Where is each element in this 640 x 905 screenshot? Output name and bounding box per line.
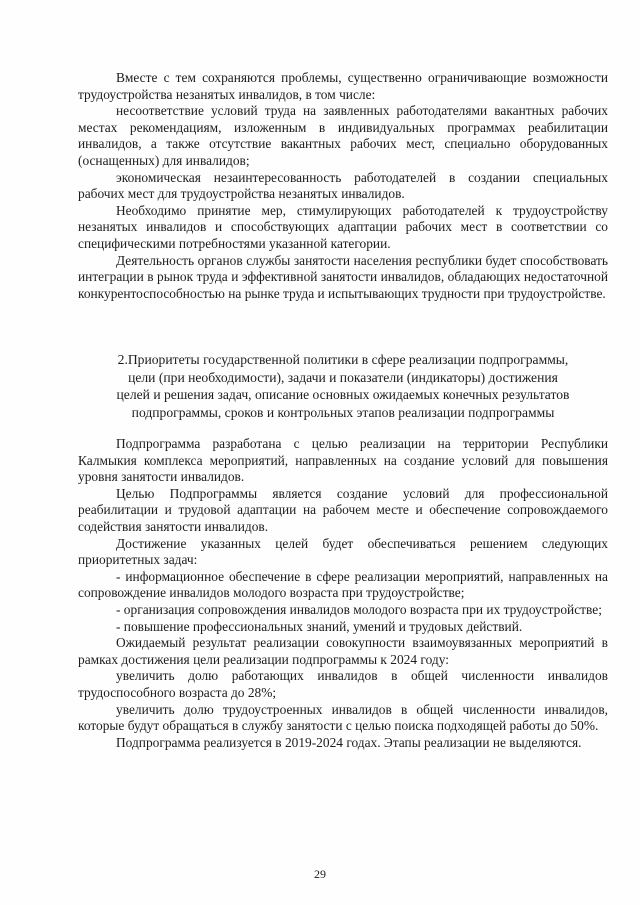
list-item: - информационное обеспечение в сфере реализации мероприятий, направленных на сопровождение инвалидов молодого возраста при трудоустройстве; <box>78 568 608 601</box>
heading-line: цели (при необходимости), задачи и показатели (индикаторы) достижения <box>128 369 558 385</box>
priorities-section <box>78 436 608 751</box>
paragraph: Подпрограмма разработана с целью реализации на территории Республики Калмыкия комплекса мероприятий, направленных на создание условий для повышения уровня занятости инвалидов. <box>78 436 608 485</box>
paragraph: Вместе с тем сохраняются проблемы, существенно ограничивающие возможности трудоустройства незанятых инвалидов, в том числе: <box>78 70 608 102</box>
heading-line: 2.Приоритеты государственной политики в сфере реализации подпрограммы, <box>117 352 569 367</box>
paragraph: несоответствие условий труда на заявленных работодателями вакантных рабочих местах рекомендациям, изложенным в индивидуальных программах реабилитации инвалидов, а также отсутствие вакантных рабочих мест, специально оборудованных (оснащенных) для инвалидов; <box>78 103 608 168</box>
problems-section <box>78 70 608 302</box>
paragraph: Необходимо принятие мер, стимулирующих работодателей к трудоустройству незанятых инвалидов и способствующих адаптации рабочих мест в соответствии со специфическими потребностями указанной категории. <box>78 202 608 251</box>
paragraph: Деятельность органов службы занятости населения республики будет способствовать интеграции в рынок труда и эффективной занятости инвалидов, обладающих недостаточной конкурентоспособностью на рынке труда и испытывающих трудности при трудоустройстве. <box>78 252 608 301</box>
page-number: 29 <box>314 867 326 881</box>
paragraph: Подпрограмма реализуется в 2019-2024 годах. Этапы реализации не выделяются. <box>116 734 582 750</box>
paragraph: Достижение указанных целей будет обеспечиваться решением следующих приоритетных задач: <box>78 535 608 568</box>
heading-line: целей и решения задач, описание основных ожидаемых конечных результатов <box>116 387 570 403</box>
paragraph: экономическая незаинтересованность работодателей в создании специальных рабочих мест для трудоустройства незанятых инвалидов. <box>78 169 608 202</box>
list-item: - организация сопровождения инвалидов молодого возраста при их трудоустройстве; <box>116 601 602 617</box>
list-item: - повышение профессиональных знаний, умений и трудовых действий. <box>116 618 523 634</box>
paragraph: увеличить долю работающих инвалидов в общей численности инвалидов трудоспособного возраста до 28%; <box>78 668 608 700</box>
paragraph: увеличить долю трудоустроенных инвалидов в общей численности инвалидов, которые будут обращаться в службу занятости с целью поиска подходящей работы до 50%. <box>78 701 608 734</box>
section-heading <box>78 351 608 421</box>
heading-line: подпрограммы, сроков и контрольных этапов реализации подпрограммы <box>131 404 555 420</box>
paragraph: Ожидаемый результат реализации совокупности взаимоувязанных мероприятий в рамках достижения цели реализации подпрограммы к 2024 году: <box>78 635 608 667</box>
paragraph: Целью Подпрограммы является создание условий для профессиональной реабилитации и трудовой адаптации на рабочем месте и обеспечение сопровождаемого содействия занятости инвалидов. <box>78 485 608 534</box>
